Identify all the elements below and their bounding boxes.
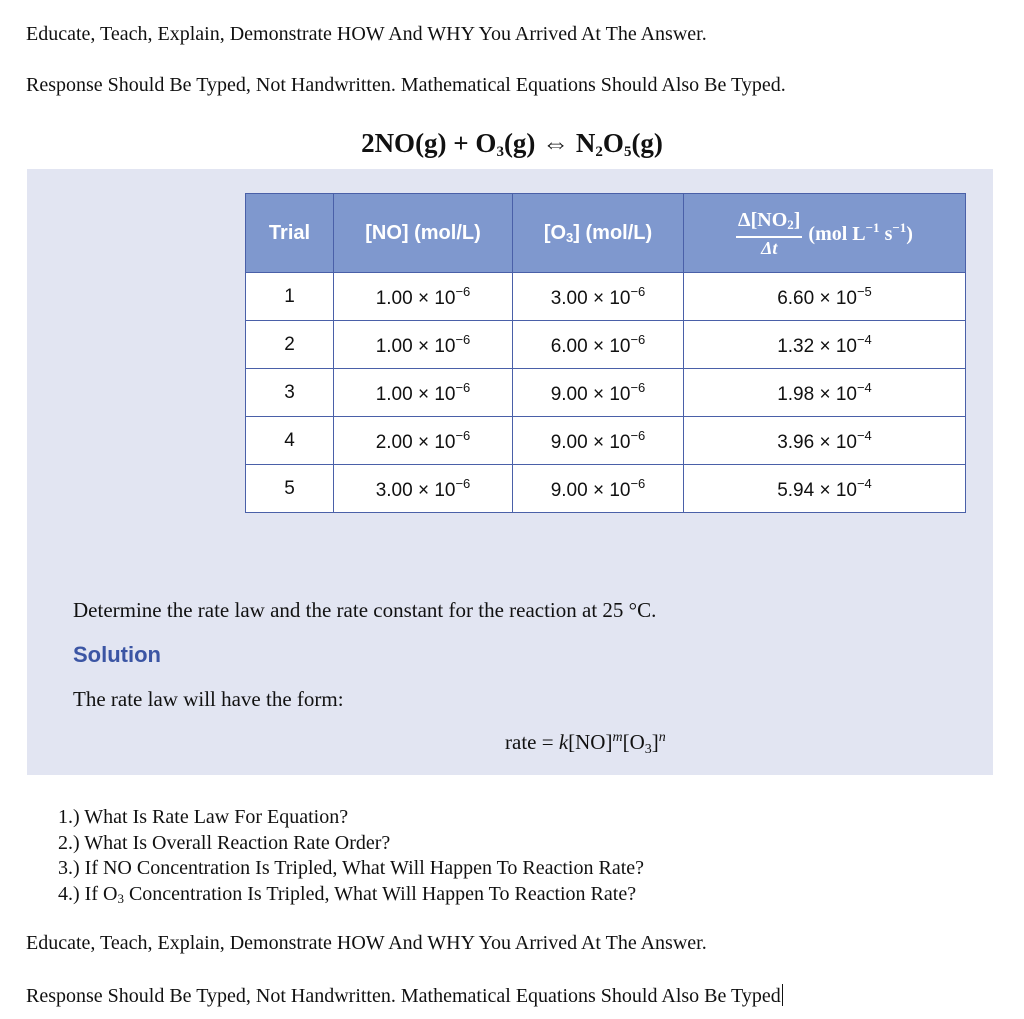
table-row: [246, 369, 966, 417]
rate-units: (mol $L^{-1}$ $s^{-1}$): [808, 220, 913, 245]
rate-law-form-text: The rate law will have the form:: [73, 687, 344, 711]
question-item: 2.) What Is Overall Reaction Rate Order?: [58, 831, 391, 854]
header-trial: Trial: [246, 194, 334, 273]
rate-fraction: $\frac{\Delta[NO_2]}{\Delta t}$: [738, 208, 801, 258]
rate-cell: $6.60 \times 10^{-5}$: [684, 273, 966, 321]
reaction-equation: $2NO(g) + O_3(g)$ ⇔ $N_2O_5(g)$: [361, 128, 663, 160]
no-cell: $2.00 \times 10^{-6}$: [334, 417, 513, 465]
no-cell: $1.00 \times 10^{-6}$: [334, 369, 513, 417]
rate-cell: $5.94 \times 10^{-4}$: [684, 465, 966, 513]
text-cursor: [782, 984, 783, 1006]
question-item: 4.) If $O_3$ Concentration Is Tripled, What Will Happen To Reaction Rate?: [58, 882, 637, 906]
o3-cell: $9.00 \times 10^{-6}$: [513, 465, 684, 513]
table-header-row: [246, 194, 966, 273]
rate-data-table: [245, 193, 966, 513]
o3-cell: $3.00 \times 10^{-6}$: [513, 273, 684, 321]
header-rate: [684, 194, 966, 273]
o3-cell: $6.00 \times 10^{-6}$: [513, 321, 684, 369]
table-row: [246, 273, 966, 321]
trial-cell: 4: [246, 417, 334, 465]
table-row: [246, 465, 966, 513]
question-item: 1.) What Is Rate Law For Equation?: [58, 806, 349, 828]
header-o3-concentration: $[O_3]$ (mol/L): [513, 194, 684, 273]
o3-cell: $9.00 \times 10^{-6}$: [513, 369, 684, 417]
trial-cell: 3: [246, 369, 334, 417]
instruction-line-4: [26, 984, 783, 1008]
rate-cell: $3.96 \times 10^{-4}$: [684, 417, 966, 465]
rate-cell: $1.32 \times 10^{-4}$: [684, 321, 966, 369]
trial-cell: 2: [246, 321, 334, 369]
header-no-concentration: [NO] (mol/L): [334, 194, 513, 273]
question-item: 3.) If NO Concentration Is Tripled, What Will Happen To Reaction Rate?: [58, 857, 645, 879]
rate-cell: $1.98 \times 10^{-4}$: [684, 369, 966, 417]
table-row: [246, 417, 966, 465]
instruction-line-2: Response Should Be Typed, Not Handwritten. Mathematical Equations Should Also Be Typed.: [26, 74, 786, 96]
trial-cell: 5: [246, 465, 334, 513]
no-cell: $1.00 \times 10^{-6}$: [334, 273, 513, 321]
determine-prompt: Determine the rate law and the rate constant for the reaction at 25 °C.: [73, 598, 657, 622]
rate-law-expression: rate = $k[NO]^m[O_3]^n$: [505, 730, 666, 757]
table-row: [246, 321, 966, 369]
solution-heading: Solution: [73, 642, 161, 667]
o3-cell: $9.00 \times 10^{-6}$: [513, 417, 684, 465]
instruction-line-4-text: Response Should Be Typed, Not Handwritten. Mathematical Equations Should Also Be Typed: [26, 985, 781, 1007]
instruction-line-1: Educate, Teach, Explain, Demonstrate HOW And WHY You Arrived At The Answer.: [26, 23, 707, 45]
trial-cell: 1: [246, 273, 334, 321]
no-cell: $1.00 \times 10^{-6}$: [334, 321, 513, 369]
instruction-line-3: Educate, Teach, Explain, Demonstrate HOW And WHY You Arrived At The Answer.: [26, 932, 707, 954]
no-cell: $3.00 \times 10^{-6}$: [334, 465, 513, 513]
question-list: [58, 805, 644, 911]
